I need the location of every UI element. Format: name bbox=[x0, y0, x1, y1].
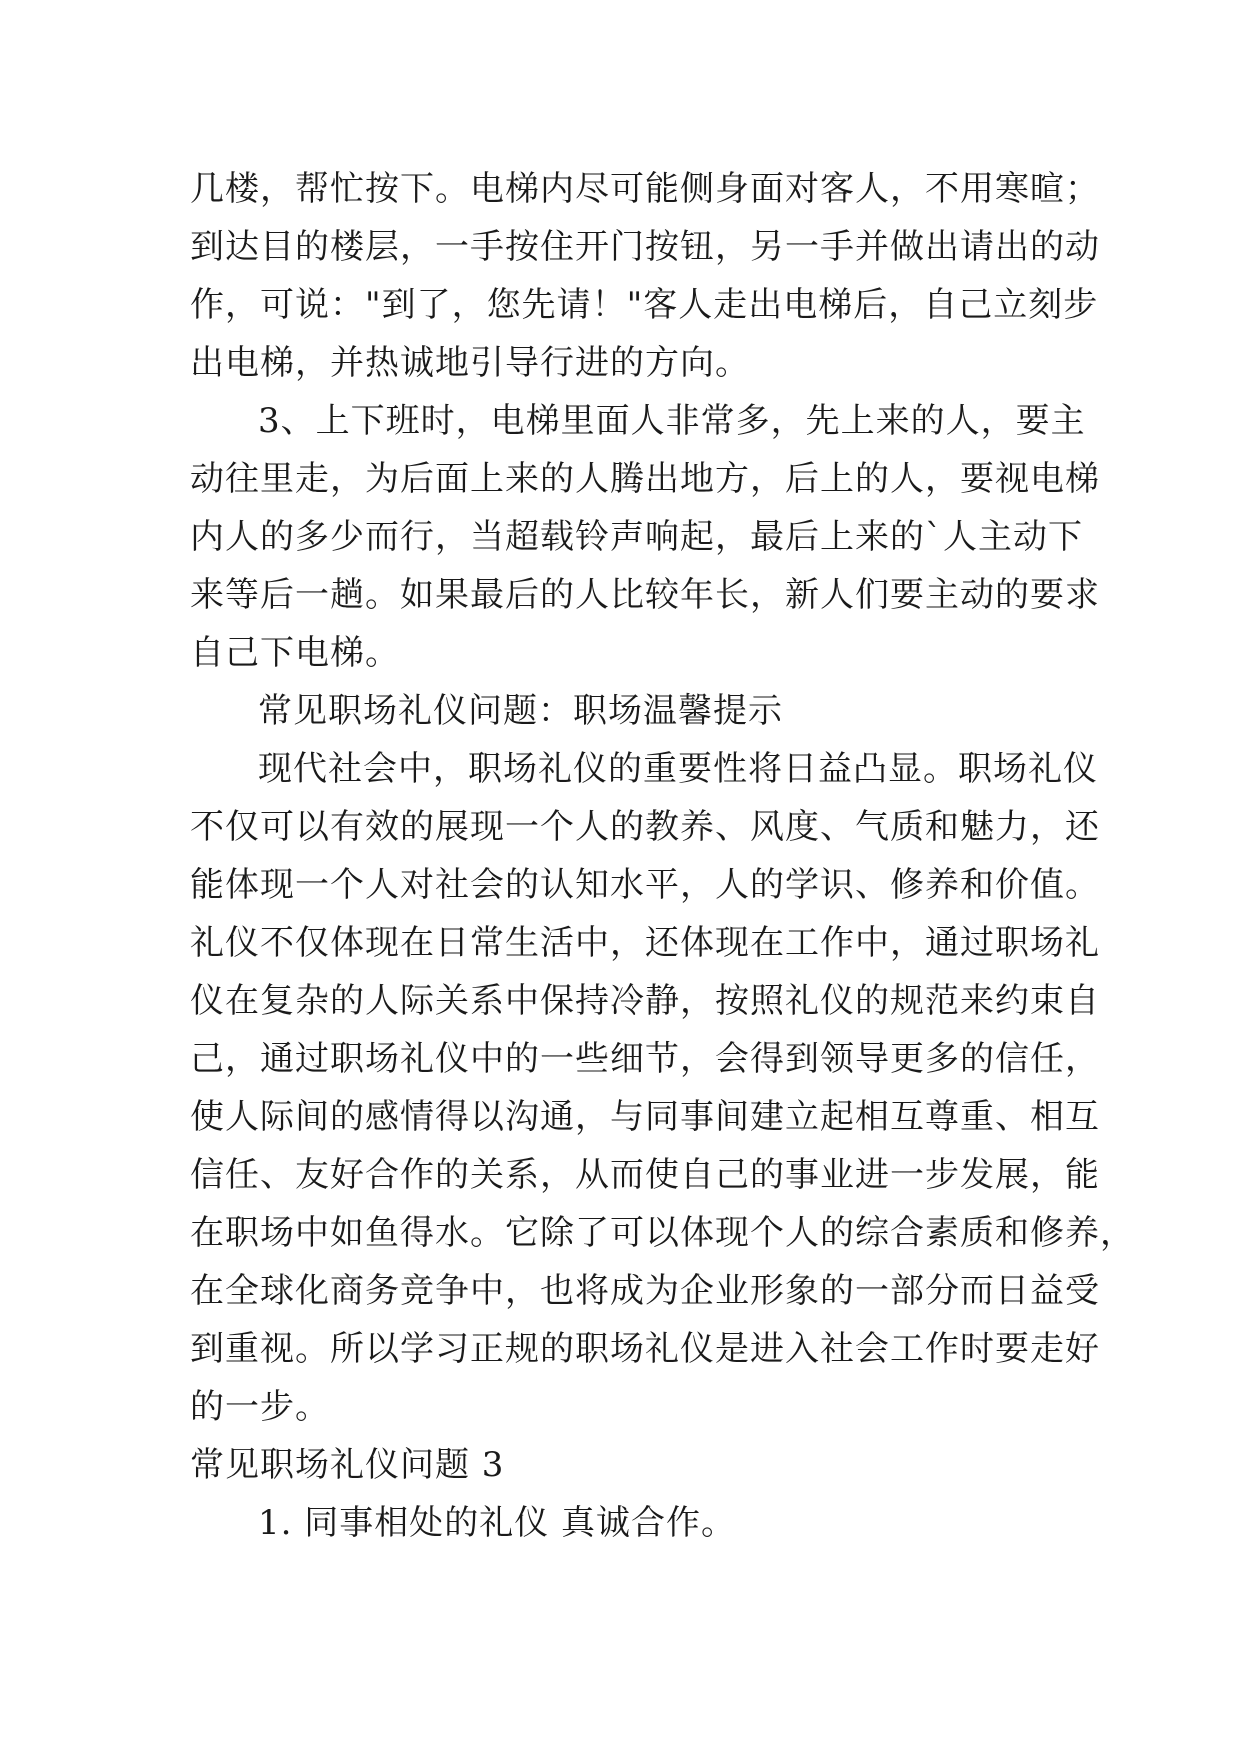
section-3-title-block bbox=[190, 1436, 1060, 1494]
text-line: 仪在复杂的人际关系中保持冷静，按照礼仪的规范来约束自 bbox=[190, 981, 1100, 1021]
text-line: 几楼，帮忙按下。电梯内尽可能侧身面对客人，不用寒暄； bbox=[190, 169, 1100, 209]
text-line: 3、上下班时，电梯里面人非常多，先上来的人，要主 bbox=[258, 401, 1086, 441]
subheading: 常见职场礼仪问题：职场温馨提示 bbox=[258, 691, 783, 731]
document-page bbox=[190, 160, 1135, 1552]
text-line: 的一步。 bbox=[190, 1387, 330, 1427]
text-line: 使人际间的感情得以沟通，与同事间建立起相互尊重、相互 bbox=[190, 1097, 1100, 1137]
text-line: 1. 同事相处的礼仪 真诚合作。 bbox=[258, 1503, 737, 1543]
text-line: 能体现一个人对社会的认知水平，人的学识、修养和价值。 bbox=[190, 865, 1100, 905]
section-title: 常见职场礼仪问题 3 bbox=[190, 1445, 505, 1485]
paragraph-elevator-continued bbox=[190, 160, 1100, 392]
paragraph-tips-heading bbox=[190, 682, 1060, 740]
paragraph-item-3 bbox=[190, 392, 1100, 682]
text-line: 来等后一趟。如果最后的人比较年长，新人们要主动的要求 bbox=[190, 575, 1100, 615]
text-line: 作，可说："到了，您先请！"客人走出电梯后，自己立刻步 bbox=[190, 285, 1099, 325]
text-line: 现代社会中，职场礼仪的重要性将日益凸显。职场礼仪 bbox=[258, 749, 1098, 789]
text-line: 不仅可以有效的展现一个人的教养、风度、气质和魅力，还 bbox=[190, 807, 1100, 847]
text-line: 信任、友好合作的关系，从而使自己的事业进一步发展，能 bbox=[190, 1155, 1100, 1195]
paragraph-section-3-item-1 bbox=[190, 1494, 1060, 1552]
text-line: 在全球化商务竞争中，也将成为企业形象的一部分而日益受 bbox=[190, 1271, 1100, 1311]
text-line: 到达目的楼层，一手按住开门按钮，另一手并做出请出的动 bbox=[190, 227, 1100, 267]
text-line: 动往里走，为后面上来的人腾出地方，后上的人，要视电梯 bbox=[190, 459, 1100, 499]
text-line: 自己下电梯。 bbox=[190, 633, 400, 673]
text-line: 礼仪不仅体现在日常生活中，还体现在工作中，通过职场礼 bbox=[190, 923, 1100, 963]
text-line: 出电梯，并热诚地引导行进的方向。 bbox=[190, 343, 750, 383]
paragraph-tips-body bbox=[190, 740, 1135, 1436]
text-line: 内人的多少而行，当超载铃声响起，最后上来的`人主动下 bbox=[190, 517, 1083, 557]
text-line: 己，通过职场礼仪中的一些细节，会得到领导更多的信任， bbox=[190, 1039, 1100, 1079]
text-line: 在职场中如鱼得水。它除了可以体现个人的综合素质和修养， bbox=[190, 1213, 1135, 1253]
text-line: 到重视。所以学习正规的职场礼仪是进入社会工作时要走好 bbox=[190, 1329, 1100, 1369]
